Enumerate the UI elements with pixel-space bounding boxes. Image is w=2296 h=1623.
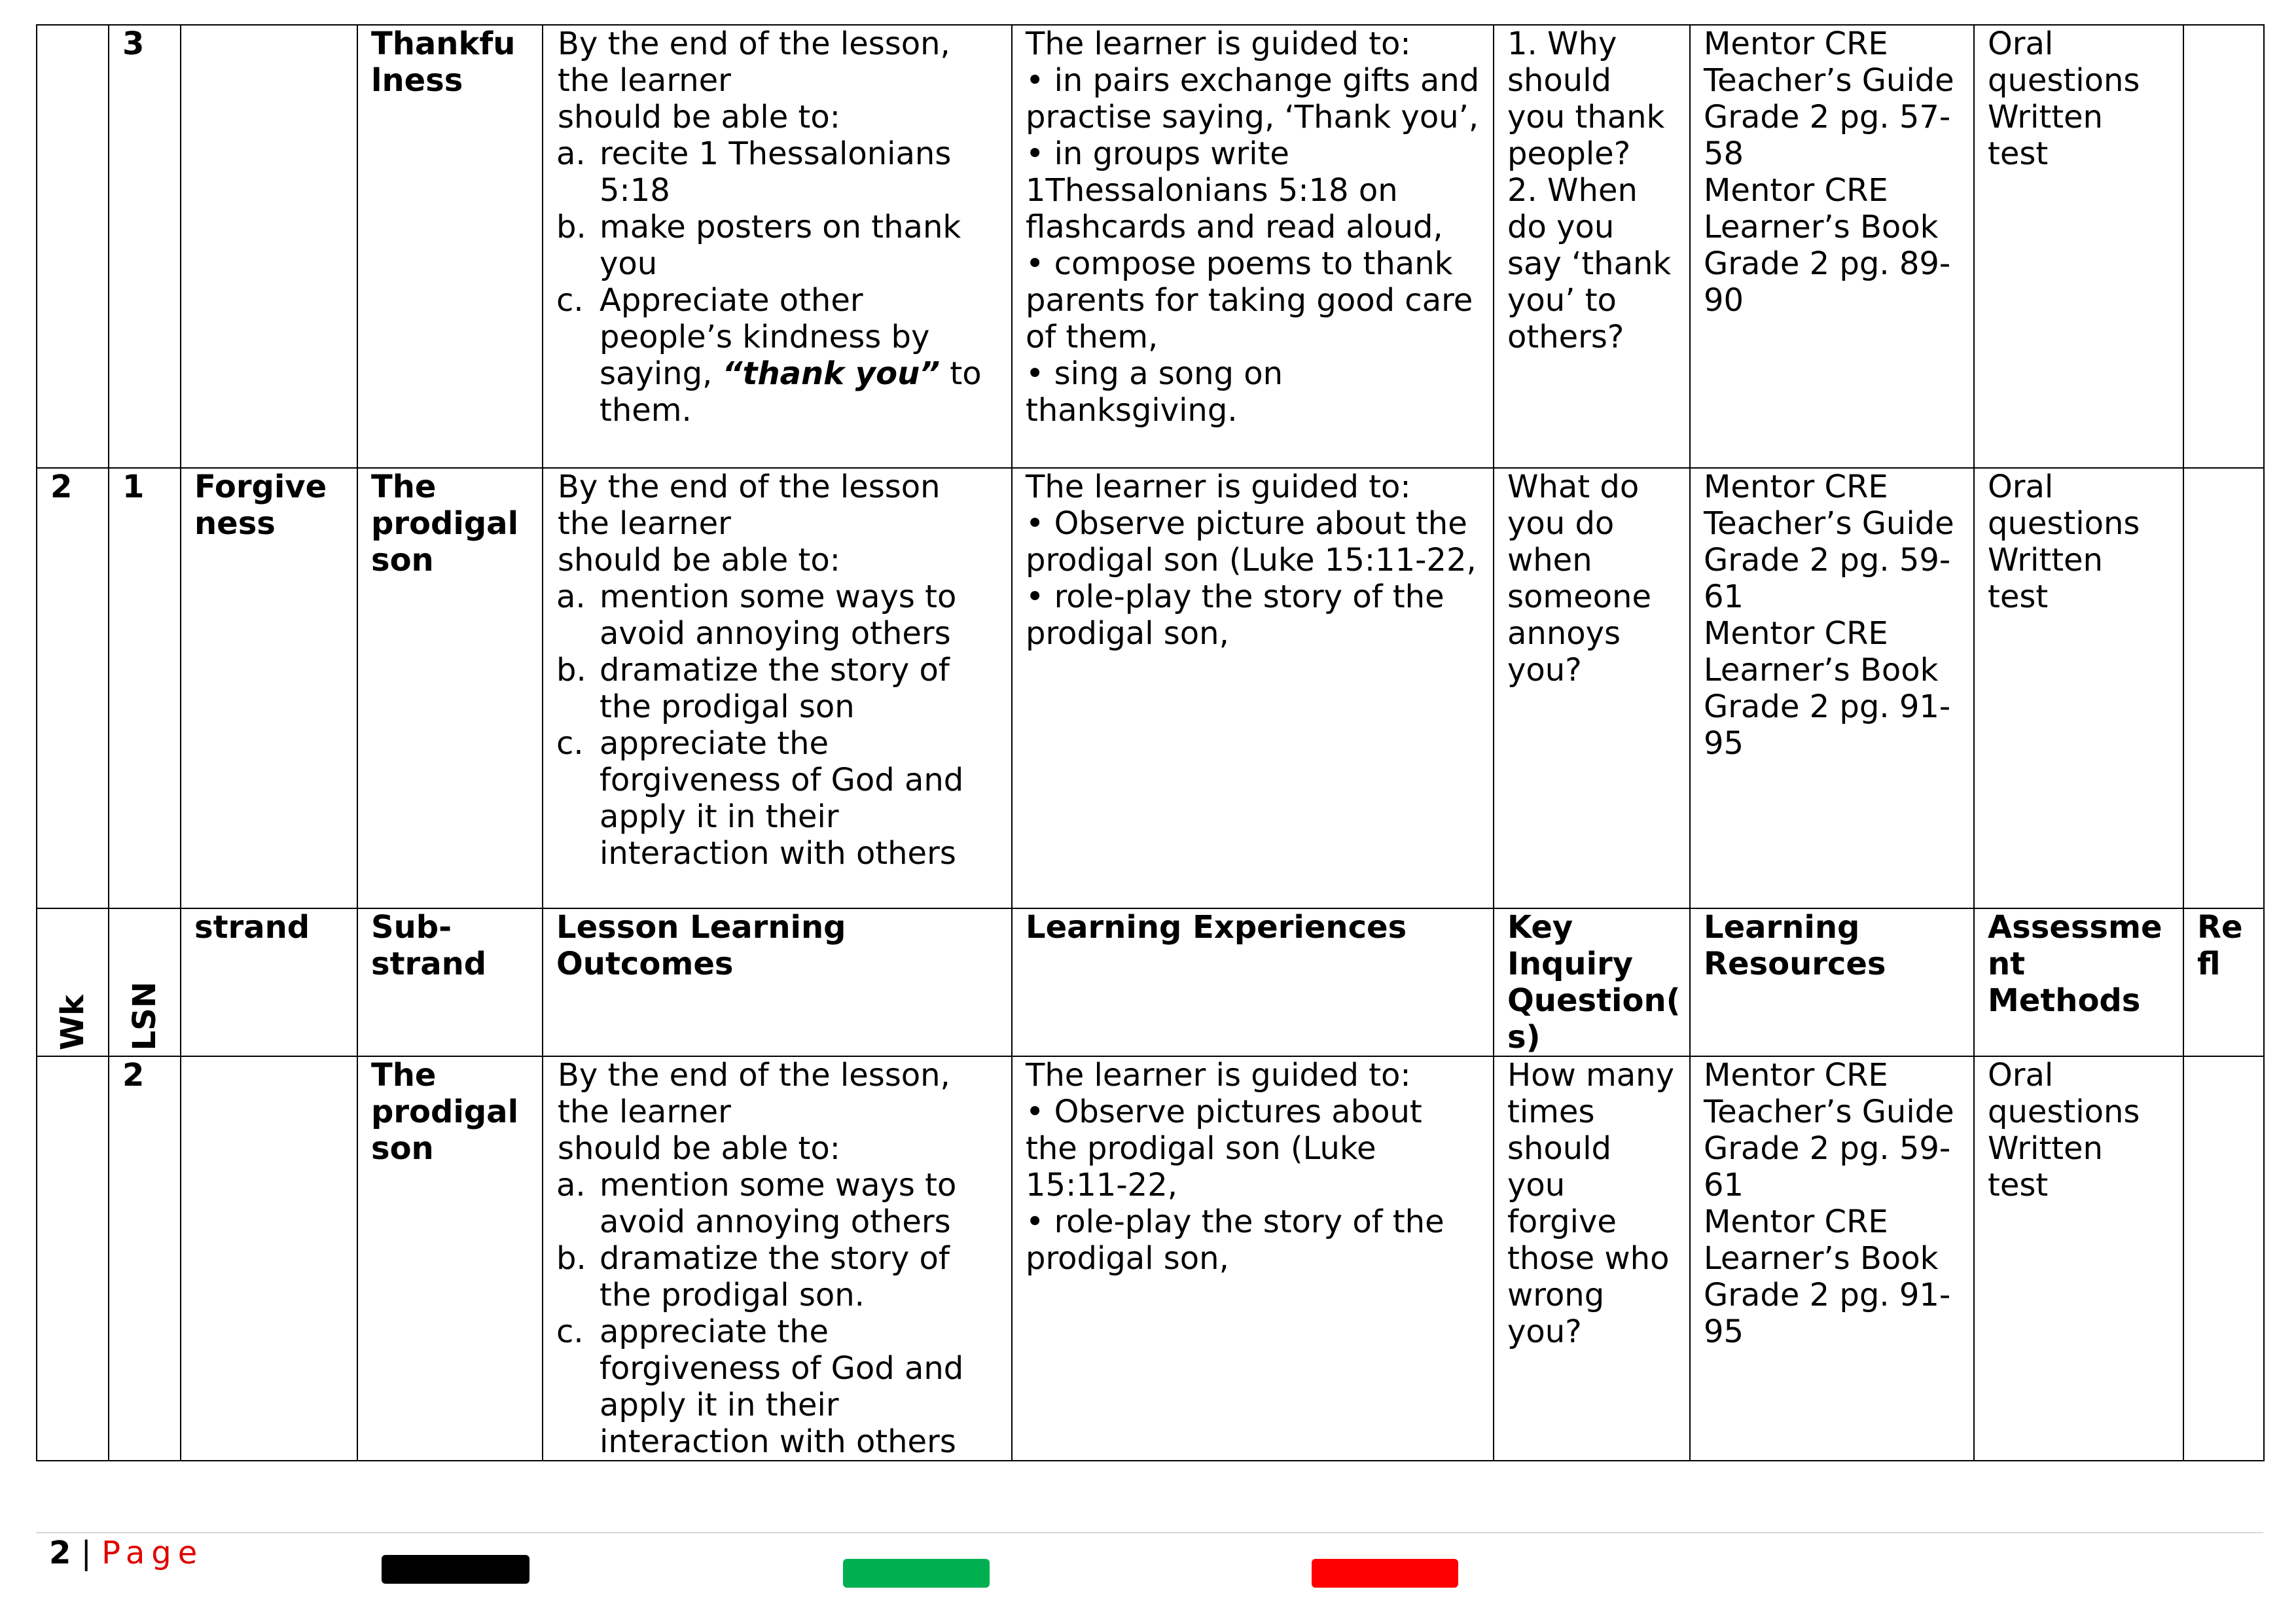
learning-resources-cell xyxy=(1690,25,1974,468)
list-marker: b. xyxy=(556,652,586,688)
experience-line: The learner is guided to: xyxy=(1026,26,1411,62)
outcome-item xyxy=(556,1167,999,1240)
list-marker: a. xyxy=(556,135,586,172)
experiences-header: Learning Experiences xyxy=(1012,908,1494,1056)
learning-outcomes-cell xyxy=(543,468,1012,908)
week-header xyxy=(37,908,109,1056)
outcome-text: appreciate the forgiveness of God and apply it in their interaction with others xyxy=(600,725,964,872)
outcome-text: to them. xyxy=(600,355,982,429)
experience-line: The learner is guided to: xyxy=(1026,469,1411,505)
table-row xyxy=(37,1056,2264,1461)
experience-line: • compose poems to thank parents for taking good care of them, xyxy=(1026,245,1473,355)
key-inquiry-cell xyxy=(1494,25,1690,468)
assessment-line: Oral questions xyxy=(1988,26,2140,99)
resource-line: Mentor CRE Teacher’s Guide Grade 2 pg. 57-58 xyxy=(1704,26,1954,172)
experience-line: • Observe picture about the prodigal son (Luke 15:11-22, xyxy=(1026,505,1477,579)
outcomes-list xyxy=(556,135,999,429)
substrand-cell: The prodigal son xyxy=(357,468,543,908)
assessment-cell xyxy=(1974,25,2183,468)
outcome-text: mention some ways to avoid annoying others xyxy=(600,579,957,652)
reflection-cell xyxy=(2183,468,2264,908)
outcome-text: mention some ways to avoid annoying others xyxy=(600,1167,957,1240)
assessment-line: Written test xyxy=(1988,99,2103,172)
lesson-header xyxy=(109,908,181,1056)
experience-line: • sing a song on thanksgiving. xyxy=(1026,355,1283,429)
red-color-bar xyxy=(1312,1559,1458,1588)
outcome-item xyxy=(556,1313,999,1460)
page-word: Page xyxy=(101,1535,204,1571)
experience-line: • Observe pictures about the prodigal son (Luke 15:11-22, xyxy=(1026,1094,1422,1204)
outcomes-intro-line: the learner xyxy=(558,505,731,542)
reflection-cell xyxy=(2183,25,2264,468)
outcomes-intro-line: should be able to: xyxy=(558,99,840,135)
substrand-cell: Thankfu lness xyxy=(357,25,543,468)
scheme-of-work-table xyxy=(36,24,2265,1461)
outcome-item xyxy=(556,579,999,652)
week-cell xyxy=(37,1056,109,1461)
assessment-line: Written test xyxy=(1988,542,2103,615)
outcomes-intro-line: By the end of the lesson xyxy=(558,469,941,505)
assessment-line: Oral questions xyxy=(1988,1057,2140,1130)
outcomes-intro-line: the learner xyxy=(558,62,731,99)
outcomes-header: Lesson Learning Outcomes xyxy=(543,908,1012,1056)
outcomes-intro-line: By the end of the lesson, the learner xyxy=(558,1057,950,1130)
list-marker: b. xyxy=(556,1240,586,1277)
outcome-text: Appreciate other people’s kindness by saying, xyxy=(600,282,930,392)
learning-resources-cell xyxy=(1690,1056,1974,1461)
list-marker: c. xyxy=(556,282,584,319)
outcome-text: dramatize the story of the prodigal son. xyxy=(600,1240,950,1313)
outcome-item xyxy=(556,209,999,282)
experience-line: • in groups write 1Thessalonians 5:18 on flashcards and read aloud, xyxy=(1026,135,1443,245)
outcomes-intro-line: should be able to: xyxy=(558,1130,840,1167)
substrand-header: Sub-strand xyxy=(357,908,543,1056)
substrand-cell: The prodigal son xyxy=(357,1056,543,1461)
outcome-text: appreciate the forgiveness of God and apply it in their interaction with others xyxy=(600,1313,964,1460)
lesson-number-cell: 1 xyxy=(109,468,181,908)
learning-resources-cell xyxy=(1690,468,1974,908)
resource-line: Mentor CRE Learner’s Book Grade 2 pg. 89-90 xyxy=(1704,172,1951,319)
experience-line: • in pairs exchange gifts and practise saying, ‘Thank you’, xyxy=(1026,62,1480,135)
week-cell xyxy=(37,25,109,468)
reflection-cell xyxy=(2183,1056,2264,1461)
resource-line: Mentor CRE Learner’s Book Grade 2 pg. 91-95 xyxy=(1704,1204,1951,1350)
question-line: 1. Why should you thank people? xyxy=(1507,26,1665,172)
outcome-text: make posters on thank you xyxy=(600,209,961,282)
assessment-cell xyxy=(1974,1056,2183,1461)
outcome-item xyxy=(556,652,999,725)
experience-line: The learner is guided to: xyxy=(1026,1057,1411,1094)
learning-outcomes-cell xyxy=(543,1056,1012,1461)
resource-line: Mentor CRE Learner’s Book Grade 2 pg. 91-95 xyxy=(1704,615,1951,762)
assessment-line: Oral questions xyxy=(1988,469,2140,542)
outcome-text: dramatize the story of the prodigal son xyxy=(600,652,950,725)
resource-line: Mentor CRE Teacher’s Guide Grade 2 pg. 59-61 xyxy=(1704,469,1954,615)
page-footer xyxy=(49,1535,204,1571)
list-marker: c. xyxy=(556,1313,584,1350)
reflection-header: Re fl xyxy=(2183,908,2264,1056)
table-row xyxy=(37,25,2264,468)
learning-experiences-cell xyxy=(1012,1056,1494,1461)
table-row xyxy=(37,468,2264,908)
outcome-item xyxy=(556,725,999,872)
outcome-item xyxy=(556,1240,999,1313)
experience-line: • role-play the story of the prodigal son, xyxy=(1026,579,1444,652)
resources-header: Learning Resources xyxy=(1690,908,1974,1056)
learning-outcomes-cell xyxy=(543,25,1012,468)
header-row xyxy=(37,908,2264,1056)
week-cell: 2 xyxy=(37,468,109,908)
assessment-cell xyxy=(1974,468,2183,908)
lesson-header-label: LSN xyxy=(126,981,163,1050)
outcomes-intro-line: By the end of the lesson, xyxy=(558,26,950,62)
experience-line: • role-play the story of the prodigal son, xyxy=(1026,1204,1444,1277)
key-inquiry-cell xyxy=(1494,1056,1690,1461)
list-marker: b. xyxy=(556,209,586,245)
key-inquiry-cell xyxy=(1494,468,1690,908)
learning-experiences-cell xyxy=(1012,468,1494,908)
page-number: 2 xyxy=(49,1535,71,1571)
strand-cell xyxy=(181,1056,357,1461)
black-color-bar xyxy=(382,1555,529,1584)
resource-line: Mentor CRE Teacher’s Guide Grade 2 pg. 59-61 xyxy=(1704,1057,1954,1204)
lesson-number-cell: 3 xyxy=(109,25,181,468)
question-line: What do you do when someone annoys you? xyxy=(1507,469,1651,688)
outcome-item xyxy=(556,135,999,209)
key-inquiry-header: Key Inquiry Question( s) xyxy=(1494,908,1690,1056)
emphasis-text: “thank you” xyxy=(722,355,941,392)
strand-cell xyxy=(181,25,357,468)
outcomes-list xyxy=(556,1167,999,1460)
outcomes-list xyxy=(556,579,999,872)
learning-experiences-cell xyxy=(1012,25,1494,468)
list-marker: a. xyxy=(556,579,586,615)
list-marker: a. xyxy=(556,1167,586,1204)
page-separator: | xyxy=(71,1535,102,1571)
strand-header: strand xyxy=(181,908,357,1056)
question-line: 2. When do you say ‘thank you’ to others? xyxy=(1507,172,1672,355)
outcomes-intro-line: should be able to: xyxy=(558,542,840,579)
green-color-bar xyxy=(843,1559,990,1588)
assessment-line: Written test xyxy=(1988,1130,2103,1204)
strand-cell: Forgive ness xyxy=(181,468,357,908)
footer-divider xyxy=(36,1532,2263,1533)
lesson-number-cell: 2 xyxy=(109,1056,181,1461)
outcome-text: recite 1 Thessalonians 5:18 xyxy=(600,135,952,209)
assessment-header: Assessme nt Methods xyxy=(1974,908,2183,1056)
question-line: How many times should you forgive those who wrong you? xyxy=(1507,1057,1674,1350)
week-header-label: Wk xyxy=(54,995,91,1050)
outcome-item xyxy=(556,282,999,429)
list-marker: c. xyxy=(556,725,584,762)
